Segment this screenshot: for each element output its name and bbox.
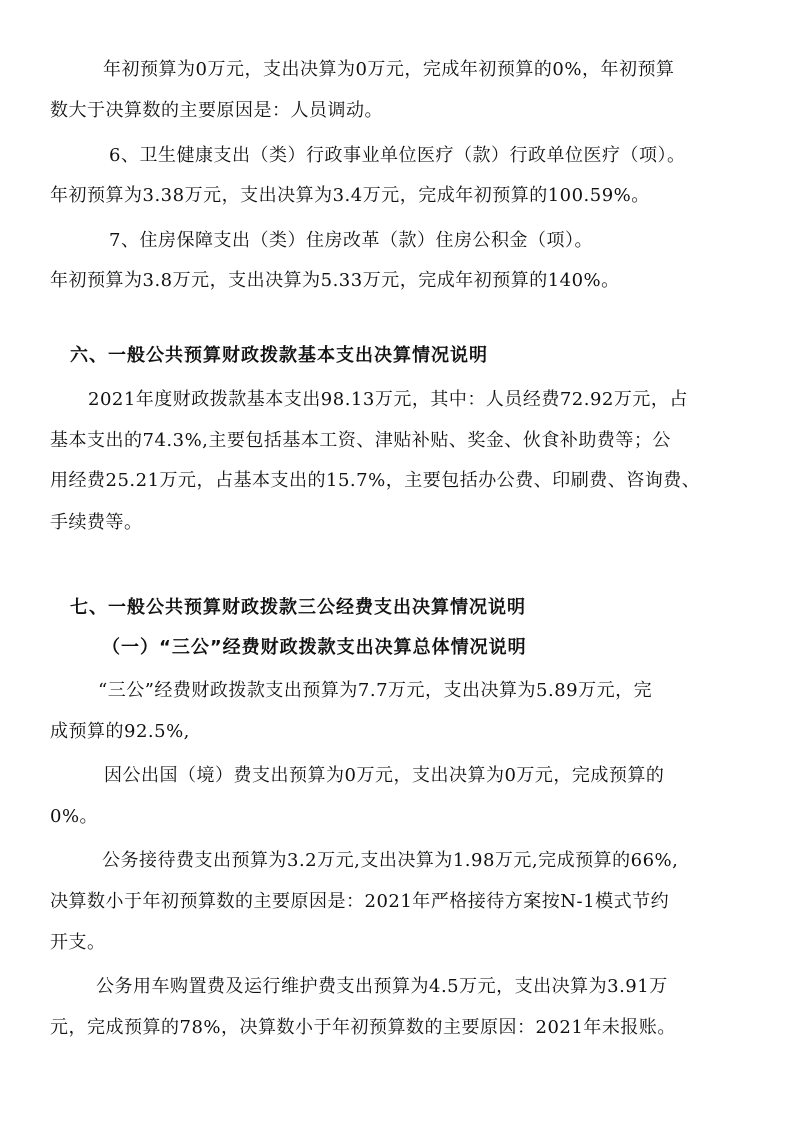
paragraph-line: 7、住房保障支出（类）住房改革（款）住房公积金（项）。 (109, 230, 593, 251)
paragraph-line: 用经费25.21万元，占基本支出的15.7%，主要包括办公费、印刷费、咨询费、 (50, 470, 701, 491)
paragraph-line: 因公出国（境）费支出预算为0万元，支出决算为0万元，完成预算的 (104, 765, 665, 786)
paragraph-line: 决算数小于年初预算数的主要原因是：2021年严格接待方案按N-1模式节约 (50, 891, 670, 912)
paragraph-line: 年初预算为0万元，支出决算为0万元，完成年初预算的0%，年初预算 (103, 59, 675, 80)
paragraph-line: 手续费等。 (50, 512, 143, 533)
paragraph-line: 公务用车购置费及运行维护费支出预算为4.5万元，支出决算为3.91万 (96, 976, 668, 997)
paragraph-line: 2021年度财政拨款基本支出98.13万元，其中：人员经费72.92万元，占 (88, 389, 688, 410)
paragraph-line: 6、卫生健康支出（类）行政事业单位医疗（款）行政单位医疗（项）。 (109, 145, 686, 166)
paragraph-line: 年初预算为3.38万元，支出决算为3.4万元，完成年初预算的100.59%。 (50, 185, 650, 206)
paragraph-line: 公务接待费支出预算为3.2万元,支出决算为1.98万元,完成预算的66%, (102, 850, 679, 871)
paragraph-line: 0%。 (50, 806, 99, 827)
paragraph-line: 年初预算为3.8万元，支出决算为5.33万元，完成年初预算的140%。 (50, 270, 620, 291)
paragraph-line: 成预算的92.5%, (50, 721, 190, 742)
paragraph-line: 数大于决算数的主要原因是：人员调动。 (50, 100, 383, 121)
section-heading: 六、一般公共预算财政拨款基本支出决算情况说明 (70, 345, 488, 366)
paragraph-line: 基本支出的74.3%,主要包括基本工资、津贴补贴、奖金、伙食补助费等；公 (50, 430, 671, 451)
section-heading: 七、一般公共预算财政拨款三公经费支出决算情况说明 (70, 597, 526, 618)
paragraph-line: “三公”经费财政拨款支出预算为7.7万元，支出决算为5.89万元，完 (98, 680, 653, 701)
paragraph-line: 开支。 (50, 932, 106, 953)
paragraph-line: 元，完成预算的78%，决算数小于年初预算数的主要原因：2021年未报账。 (50, 1017, 676, 1038)
section-subheading: （一）“三公”经费财政拨款支出决算总体情况说明 (102, 637, 527, 658)
